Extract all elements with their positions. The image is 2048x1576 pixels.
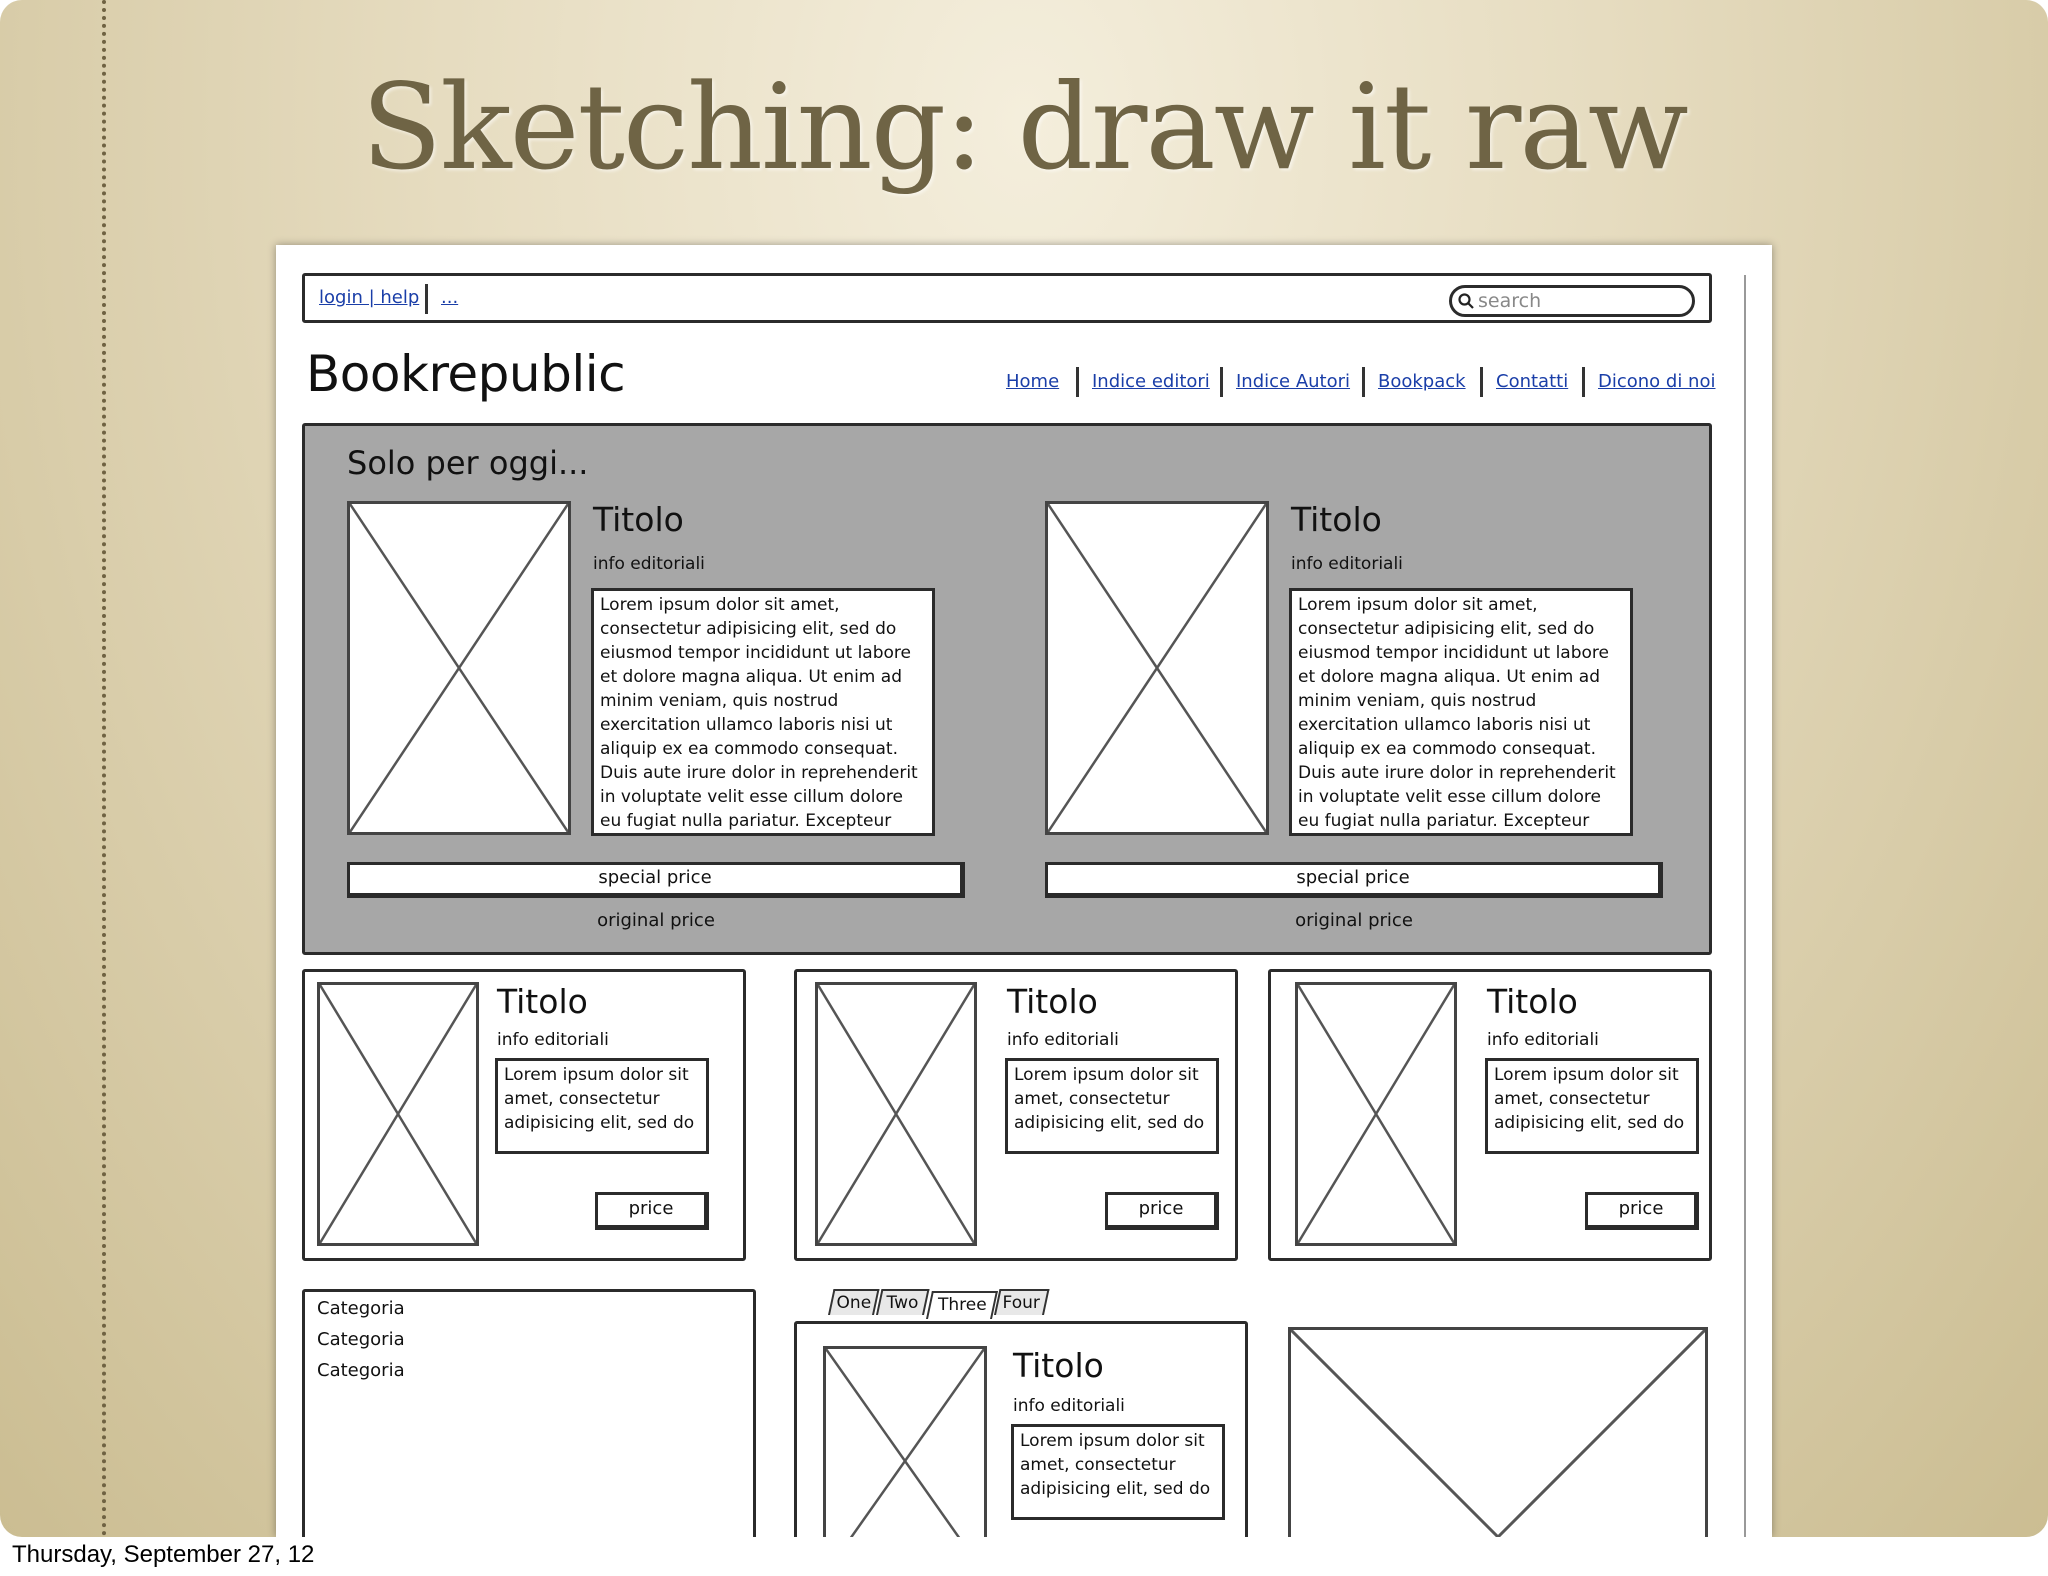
category-item[interactable]: Categoria [317, 1360, 405, 1381]
tab-two[interactable] [876, 1289, 930, 1315]
original-price: original price [597, 910, 715, 931]
search-placeholder: search [1478, 290, 1542, 312]
wireframe-edge [1744, 275, 1746, 1537]
book-info: info editoriali [593, 554, 705, 574]
book-title: Titolo [593, 500, 684, 539]
book-info: info editoriali [1007, 1030, 1119, 1050]
tab-label: Three [937, 1295, 987, 1315]
tab-three[interactable] [926, 1291, 998, 1319]
book-info: info editoriali [497, 1030, 609, 1050]
featured-section [302, 423, 1712, 955]
nav-contatti[interactable]: Contatti [1496, 371, 1569, 392]
site-logo[interactable]: Bookrepublic [306, 345, 626, 403]
category-item[interactable]: Categoria [317, 1298, 405, 1319]
top-bar [302, 273, 1712, 323]
nav-separator [1480, 367, 1483, 397]
book-title: Titolo [1007, 982, 1098, 1021]
book-cover-placeholder [317, 982, 479, 1246]
tab-label: Two [886, 1293, 919, 1313]
category-item[interactable]: Categoria [317, 1329, 405, 1350]
slide-title: Sketching: draw it raw [361, 58, 1687, 196]
book-description: Lorem ipsum dolor sit amet, consectetur adipisicing elit, sed do [1485, 1058, 1699, 1154]
nav-separator [1362, 367, 1365, 397]
book-cover-placeholder [823, 1346, 987, 1537]
topbar-separator [425, 284, 428, 314]
book-title: Titolo [1291, 500, 1382, 539]
book-description: Lorem ipsum dolor sit amet, consectetur adipisicing elit, sed do eiusmod tempor incididunt ut labore et dolore magna aliqua. Ut enim ad minim veniam, quis nostrud exercitation ullamco laboris nisi ut aliquip ex ea commodo consequat. Duis aute irure dolor in reprehenderit in voluptate velit esse cillum dolore eu fugiat nulla pariatur. Excepteur [1289, 588, 1633, 836]
book-info: info editoriali [1291, 554, 1403, 574]
login-help-link[interactable]: login | help [319, 287, 420, 308]
category-list [302, 1289, 756, 1537]
wireframe-sketch [276, 245, 1772, 1537]
nav-bookpack[interactable]: Bookpack [1378, 371, 1466, 392]
book-cover-placeholder [1045, 501, 1269, 835]
book-info: info editoriali [1487, 1030, 1599, 1050]
book-card [794, 969, 1238, 1261]
book-title: Titolo [1013, 1346, 1104, 1385]
book-title: Titolo [1487, 982, 1578, 1021]
slide-footer-date: Thursday, September 27, 12 [12, 1541, 315, 1568]
book-card [302, 969, 746, 1261]
search-input[interactable] [1449, 285, 1695, 317]
book-cover-placeholder [347, 501, 571, 835]
price-button[interactable]: price [1585, 1192, 1699, 1230]
ellipsis-link[interactable]: ... [441, 287, 459, 308]
nav-dicono-di-noi[interactable]: Dicono di noi [1598, 371, 1716, 392]
nav-separator [1220, 367, 1223, 397]
tab-panel [794, 1321, 1248, 1537]
book-card [1268, 969, 1712, 1261]
nav-home[interactable]: Home [1006, 371, 1060, 392]
book-info: info editoriali [1013, 1396, 1125, 1416]
tab-label: Four [1002, 1293, 1041, 1313]
main-nav [1006, 367, 1716, 399]
search-icon [1458, 293, 1474, 309]
book-title: Titolo [497, 982, 588, 1021]
book-description: Lorem ipsum dolor sit amet, consectetur adipisicing elit, sed do [1011, 1424, 1225, 1520]
featured-heading: Solo per oggi... [347, 444, 589, 482]
book-description: Lorem ipsum dolor sit amet, consectetur adipisicing elit, sed do [1005, 1058, 1219, 1154]
tab-four[interactable] [994, 1289, 1050, 1315]
nav-indice-autori[interactable]: Indice Autori [1236, 371, 1351, 392]
original-price: original price [1295, 910, 1413, 931]
book-cover-placeholder [815, 982, 977, 1246]
tab-one[interactable] [828, 1289, 880, 1315]
book-description: Lorem ipsum dolor sit amet, consectetur adipisicing elit, sed do [495, 1058, 709, 1154]
special-price-button[interactable]: special price [1045, 862, 1663, 898]
banner-image-placeholder [1288, 1327, 1708, 1537]
nav-indice-editori[interactable]: Indice editori [1092, 371, 1210, 392]
slide-dotted-margin [102, 0, 106, 1537]
special-price-button[interactable]: special price [347, 862, 965, 898]
nav-separator [1076, 367, 1079, 397]
book-cover-placeholder [1295, 982, 1457, 1246]
nav-separator [1582, 367, 1585, 397]
book-description: Lorem ipsum dolor sit amet, consectetur adipisicing elit, sed do eiusmod tempor incididunt ut labore et dolore magna aliqua. Ut enim ad minim veniam, quis nostrud exercitation ullamco laboris nisi ut aliquip ex ea commodo consequat. Duis aute irure dolor in reprehenderit in voluptate velit esse cillum dolore eu fugiat nulla pariatur. Excepteur [591, 588, 935, 836]
tab-label: One [836, 1293, 871, 1313]
price-button[interactable]: price [595, 1192, 709, 1230]
price-button[interactable]: price [1105, 1192, 1219, 1230]
